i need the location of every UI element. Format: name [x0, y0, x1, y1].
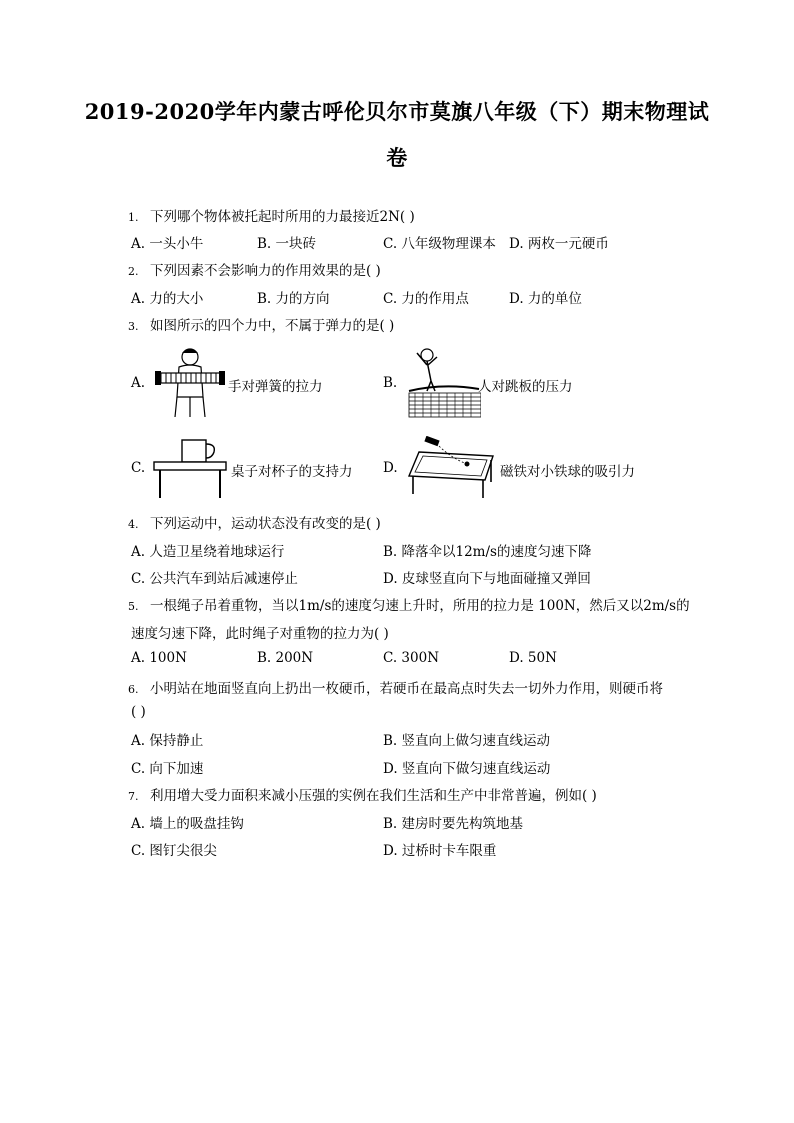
option-1b: B. 一块砖 [257, 236, 317, 252]
question-4 [128, 512, 381, 532]
option-3d-letter: D. [383, 460, 398, 476]
question-number: 3. [128, 320, 139, 333]
question-number: 2. [128, 265, 139, 278]
diving-board-figure [407, 345, 481, 421]
question-text: 小明站在地面竖直向上扔出一枚硬币，若硬币在最高点时失去一切外力作用，则硬币将 [150, 681, 663, 697]
question-text: 利用增大受力面积来减小压强的实例在我们生活和生产中非常普遍，例如( ) [150, 788, 597, 804]
question-text: 一根绳子吊着重物，当以1m/s的速度匀速上升时，所用的拉力是 100N，然后又以2m/s的 [150, 598, 690, 614]
page-title: 2019-2020学年内蒙古呼伦贝尔市莫旗八年级（下）期末物理试 [84, 99, 710, 124]
question-2 [128, 259, 381, 279]
option-4c: C. 公共汽车到站后减速停止 [131, 571, 298, 587]
question-number: 1. [128, 211, 139, 224]
question-5 [128, 594, 690, 614]
table-cup-figure [152, 438, 228, 500]
option-2a: A. 力的大小 [131, 291, 204, 307]
question-text: 如图所示的四个力中，不属于弹力的是( ) [150, 318, 395, 334]
option-7c: C. 图钉尖很尖 [131, 843, 217, 859]
option-5b: B. 200N [257, 650, 314, 666]
question-6-continued: ( ) [131, 704, 146, 720]
option-3b-letter: B. [383, 375, 398, 391]
question-number: 6. [128, 683, 139, 696]
option-3b-caption: 人对跳板的压力 [478, 379, 573, 395]
option-3c-caption: 桌子对杯子的支持力 [231, 464, 353, 480]
option-2c: C. 力的作用点 [383, 291, 469, 307]
option-1d: D. 两枚一元硬币 [509, 236, 609, 252]
option-5a: A. 100N [131, 650, 187, 666]
question-number: 5. [128, 600, 139, 613]
option-1c: C. 八年级物理课本 [383, 236, 496, 252]
option-1a: A. 一头小牛 [131, 236, 204, 252]
question-7 [128, 784, 597, 804]
question-text: 下列运动中，运动状态没有改变的是( ) [150, 516, 381, 532]
page-title-continued: 卷 [386, 145, 408, 170]
question-6 [128, 677, 663, 697]
magnet-ball-figure [405, 436, 497, 502]
option-5d: D. 50N [509, 650, 557, 666]
option-3a-caption: 手对弹簧的拉力 [228, 379, 323, 395]
option-2d: D. 力的单位 [509, 291, 582, 307]
option-3d-caption: 磁铁对小铁球的吸引力 [500, 464, 635, 480]
spring-stretcher-figure [155, 345, 225, 421]
option-7a: A. 墙上的吸盘挂钩 [131, 816, 244, 832]
option-6c: C. 向下加速 [131, 761, 204, 777]
option-7d: D. 过桥时卡车限重 [383, 843, 497, 859]
option-6d: D. 竖直向下做匀速直线运动 [383, 761, 551, 777]
question-text: 下列哪个物体被托起时所用的力最接近2N( ) [150, 209, 415, 225]
option-4a: A. 人造卫星绕着地球运行 [131, 544, 285, 560]
question-number: 7. [128, 790, 139, 803]
option-6a: A. 保持静止 [131, 733, 204, 749]
question-text: 下列因素不会影响力的作用效果的是( ) [150, 263, 381, 279]
option-5c: C. 300N [383, 650, 440, 666]
option-4b: B. 降落伞以12m/s的速度匀速下降 [383, 544, 592, 560]
question-5-continued: 速度匀速下降，此时绳子对重物的拉力为( ) [131, 626, 389, 642]
option-7b: B. 建房时要先构筑地基 [383, 816, 524, 832]
question-number: 4. [128, 518, 139, 531]
question-1 [128, 205, 415, 225]
option-3c-letter: C. [131, 460, 146, 476]
option-4d: D. 皮球竖直向下与地面碰撞又弹回 [383, 571, 591, 587]
option-2b: B. 力的方向 [257, 291, 330, 307]
option-6b: B. 竖直向上做匀速直线运动 [383, 733, 551, 749]
option-3a-letter: A. [131, 375, 146, 391]
question-3 [128, 314, 394, 334]
